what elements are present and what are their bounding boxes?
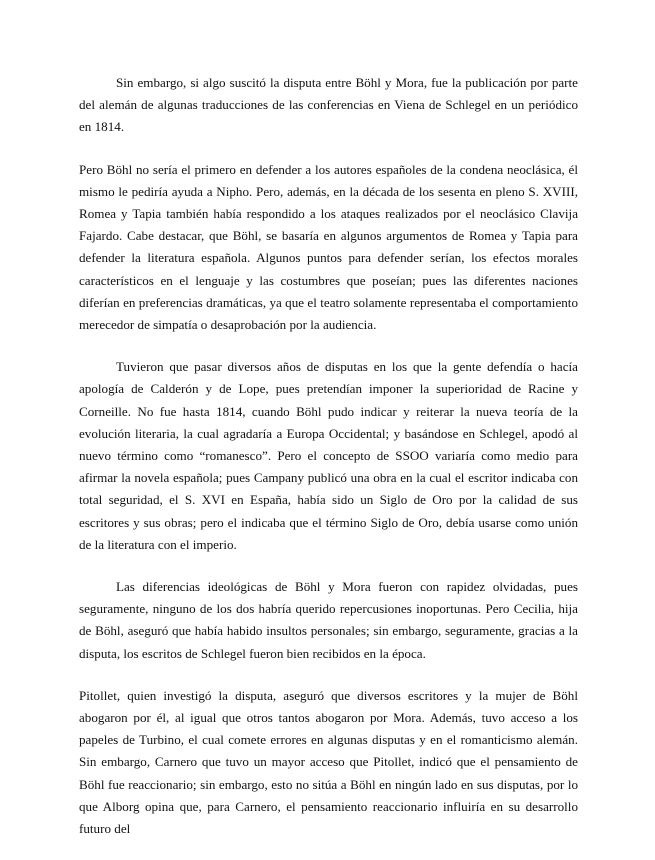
paragraph-3: Tuvieron que pasar diversos años de disputas en los que la gente defendía o hacía apología de Calderón y de Lope, pues pretendían imponer la superioridad de Racine y Corneille. No fue hasta 1814, cuando Böhl pudo indicar y reiterar la nueva teoría de la evolución literaria, la cual agradaría a Europa Occidental; y basándose en Schlegel, apodó al nuevo término como “romanesco”. Pero el concepto de SSOO variaría como medio para afirmar la novela española; pues Campany publicó una obra en la cual el escritor indicaba con total seguridad, el S. XVI en España, había sido un Siglo de Oro por la calidad de sus escritores y sus obras; pero el indicaba que el término Siglo de Oro, debía usarse como unión de la literatura con el imperio. bbox=[79, 359, 578, 552]
paragraph-5: Pitollet, quien investigó la disputa, aseguró que diversos escritores y la mujer de Böhl abogaron por él, al igual que otros tantos abogaron por Mora. Además, tuvo acceso a los papeles de Turbino, el cual comete errores en algunas disputas y en el romanticismo alemán. Sin embargo, Carnero que tuvo un mayor acceso que Pitollet, indicó que el pensamiento de Böhl fue reaccionario; sin embargo, esto no sitúa a Böhl en ningún lado en sus disputas, por lo que Alborg opina que, para Carnero, el pensamiento reaccionario influiría en su desarrollo futuro del bbox=[79, 687, 578, 837]
paragraph-4: Las diferencias ideológicas de Böhl y Mora fueron con rapidez olvidadas, pues seguramente, ninguno de los dos habría querido repercusiones inoportunas. Pero Cecilia, hija de Böhl, aseguró que había habido insultos personales; sin embargo, seguramente, gracias a la disputa, los escritos de Schlegel fueron bien recibidos en la época. bbox=[79, 579, 578, 661]
paragraph-2: Pero Böhl no sería el primero en defender a los autores españoles de la condena neoclásica, él mismo le pediría ayuda a Nipho. Pero, además, en la década de los sesenta en pleno S. XVIII, Romea y Tapia también había respondido a los ataques realizados por el neoclásico Clavija Fajardo. Cabe destacar, que Böhl, se basaría en algunos argumentos de Romea y Tapia para defender la literatura española. Algunos puntos para defender serían, los efectos morales característicos en el lenguaje y las costumbres que poseían; pues las diferentes naciones diferían en preferencias dramáticas, ya que el teatro solamente representaba el comportamiento merecedor de simpatía o desaprobación por la audiencia. bbox=[79, 161, 578, 333]
paragraph-1: Sin embargo, si algo suscitó la disputa entre Böhl y Mora, fue la publicación por parte del alemán de algunas traducciones de las conferencias en Viena de Schlegel en un periódico en 1814. bbox=[79, 75, 578, 135]
document-page bbox=[79, 72, 578, 860]
